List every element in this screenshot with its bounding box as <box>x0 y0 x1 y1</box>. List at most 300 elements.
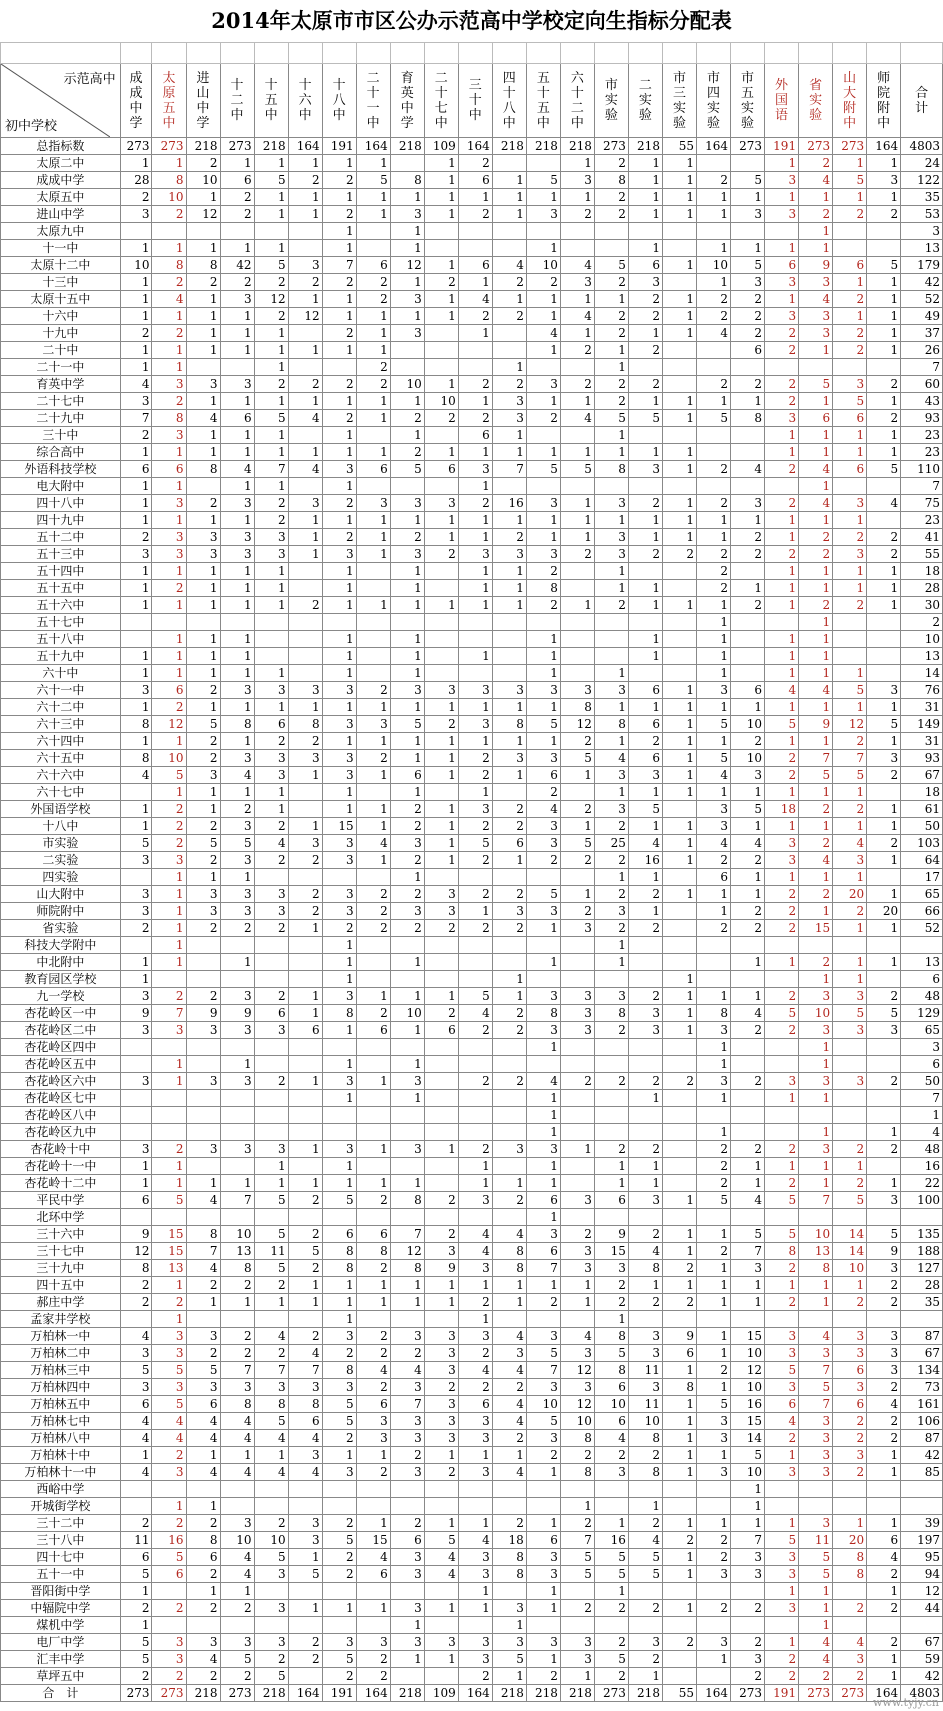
value-cell <box>867 937 901 954</box>
value-cell: 1 <box>120 359 152 376</box>
value-cell: 7 <box>492 461 526 478</box>
value-cell: 4 <box>152 291 186 308</box>
value-cell <box>424 1583 458 1600</box>
value-cell: 3 <box>799 1447 833 1464</box>
value-cell: 1 <box>833 563 867 580</box>
value-cell: 1 <box>120 580 152 597</box>
value-cell: 16 <box>901 1158 943 1175</box>
value-cell: 2 <box>120 1277 152 1294</box>
value-cell <box>356 1617 390 1634</box>
value-cell <box>662 1158 696 1175</box>
school-name-cell: 十八中 <box>1 818 121 835</box>
value-cell: 2 <box>662 546 696 563</box>
school-name-cell: 五十五中 <box>1 580 121 597</box>
value-cell <box>254 223 288 240</box>
school-name-cell: 二十一中 <box>1 359 121 376</box>
value-cell: 6 <box>765 1396 799 1413</box>
value-cell <box>288 937 322 954</box>
value-cell: 2 <box>120 427 152 444</box>
value-cell: 2 <box>254 733 288 750</box>
value-cell: 3 <box>390 903 424 920</box>
value-cell: 2 <box>731 1600 765 1617</box>
value-cell: 1 <box>799 580 833 597</box>
value-cell <box>220 1498 254 1515</box>
value-cell: 1 <box>731 869 765 886</box>
value-cell: 3 <box>356 1430 390 1447</box>
value-cell: 5 <box>594 1566 628 1583</box>
value-cell: 5 <box>186 716 220 733</box>
value-cell: 1 <box>492 699 526 716</box>
value-cell: 2 <box>731 1073 765 1090</box>
table-row <box>1 1430 943 1447</box>
value-cell: 1 <box>696 699 730 716</box>
table-row <box>1 1158 943 1175</box>
column-header-label: 十六中 <box>298 78 312 123</box>
value-cell: 20 <box>833 886 867 903</box>
value-cell: 8 <box>186 1532 220 1549</box>
value-cell: 2 <box>628 376 662 393</box>
value-cell: 1 <box>152 920 186 937</box>
value-cell: 1 <box>765 155 799 172</box>
value-cell: 6 <box>288 1022 322 1039</box>
value-cell: 10 <box>901 631 943 648</box>
value-cell: 7 <box>322 257 356 274</box>
value-cell <box>662 903 696 920</box>
value-cell: 1 <box>492 512 526 529</box>
value-cell: 1 <box>526 954 560 971</box>
value-cell <box>458 359 492 376</box>
value-cell: 1 <box>765 580 799 597</box>
value-cell: 4 <box>731 1005 765 1022</box>
value-cell <box>731 1090 765 1107</box>
value-cell: 2 <box>186 920 220 937</box>
value-cell <box>833 937 867 954</box>
value-cell: 2 <box>356 1651 390 1668</box>
value-cell <box>356 648 390 665</box>
value-cell: 3 <box>526 682 560 699</box>
value-cell <box>186 1124 220 1141</box>
value-cell <box>458 223 492 240</box>
value-cell: 55 <box>901 546 943 563</box>
value-cell: 1 <box>322 1056 356 1073</box>
value-cell: 5 <box>799 1566 833 1583</box>
value-cell: 1 <box>152 937 186 954</box>
value-cell: 1 <box>662 308 696 325</box>
value-cell <box>458 954 492 971</box>
value-cell: 5 <box>833 682 867 699</box>
value-cell <box>424 1073 458 1090</box>
value-cell <box>492 1498 526 1515</box>
value-cell <box>560 240 594 257</box>
value-cell <box>356 614 390 631</box>
value-cell: 2 <box>765 886 799 903</box>
value-cell: 3 <box>152 546 186 563</box>
value-cell: 2 <box>833 1294 867 1311</box>
value-cell: 1 <box>696 648 730 665</box>
value-cell: 87 <box>901 1328 943 1345</box>
value-cell: 164 <box>288 1685 322 1702</box>
value-cell: 1 <box>696 1124 730 1141</box>
value-cell: 1 <box>526 1209 560 1226</box>
value-cell <box>458 614 492 631</box>
value-cell: 2 <box>492 1073 526 1090</box>
school-name-cell: 中辐院中学 <box>1 1600 121 1617</box>
value-cell: 1 <box>594 563 628 580</box>
value-cell: 2 <box>731 1668 765 1685</box>
value-cell <box>390 1668 424 1685</box>
value-cell <box>186 1107 220 1124</box>
value-cell: 218 <box>390 138 424 155</box>
value-cell: 1 <box>662 1566 696 1583</box>
value-cell: 1 <box>424 733 458 750</box>
value-cell: 3 <box>322 1073 356 1090</box>
value-cell <box>560 1107 594 1124</box>
value-cell: 3 <box>628 274 662 291</box>
value-cell: 1 <box>220 325 254 342</box>
value-cell: 2 <box>696 546 730 563</box>
school-name-cell: 科技大学附中 <box>1 937 121 954</box>
value-cell: 2 <box>867 767 901 784</box>
value-cell: 1 <box>662 716 696 733</box>
value-cell: 2 <box>390 920 424 937</box>
value-cell: 2 <box>765 767 799 784</box>
value-cell: 7 <box>901 478 943 495</box>
value-cell: 35 <box>901 189 943 206</box>
value-cell: 6 <box>458 172 492 189</box>
value-cell <box>322 1583 356 1600</box>
value-cell <box>390 1481 424 1498</box>
value-cell: 1 <box>424 444 458 461</box>
value-cell: 5 <box>799 1379 833 1396</box>
value-cell: 191 <box>765 1685 799 1702</box>
value-cell <box>526 155 560 172</box>
value-cell: 12 <box>833 716 867 733</box>
school-name-cell: 中北附中 <box>1 954 121 971</box>
value-cell: 5 <box>799 1549 833 1566</box>
value-cell <box>424 1158 458 1175</box>
value-cell: 2 <box>424 1226 458 1243</box>
value-cell: 4 <box>799 461 833 478</box>
value-cell: 2 <box>833 903 867 920</box>
value-cell: 2 <box>799 529 833 546</box>
value-cell: 1 <box>628 1175 662 1192</box>
value-cell: 1 <box>186 648 220 665</box>
value-cell <box>662 1481 696 1498</box>
value-cell: 1 <box>120 1158 152 1175</box>
column-header-label: 市三实验 <box>672 70 686 131</box>
value-cell <box>560 223 594 240</box>
value-cell <box>424 1617 458 1634</box>
value-cell <box>424 954 458 971</box>
column-header-label: 二十七中 <box>434 70 448 131</box>
value-cell: 5 <box>696 1192 730 1209</box>
value-cell <box>696 223 730 240</box>
value-cell <box>833 1039 867 1056</box>
value-cell <box>390 155 424 172</box>
table-row <box>1 1056 943 1073</box>
value-cell: 5 <box>254 1549 288 1566</box>
value-cell: 1 <box>560 155 594 172</box>
value-cell: 1 <box>186 1294 220 1311</box>
column-header <box>696 64 730 138</box>
value-cell: 3 <box>492 1600 526 1617</box>
value-cell: 1 <box>765 869 799 886</box>
value-cell: 4 <box>186 1430 220 1447</box>
value-cell: 100 <box>901 1192 943 1209</box>
value-cell <box>254 631 288 648</box>
school-name-cell: 万柏林十中 <box>1 1447 121 1464</box>
value-cell: 8 <box>560 699 594 716</box>
value-cell: 1 <box>799 818 833 835</box>
value-cell <box>662 1668 696 1685</box>
value-cell: 1 <box>152 478 186 495</box>
value-cell: 3 <box>288 750 322 767</box>
value-cell: 30 <box>901 597 943 614</box>
value-cell: 7 <box>799 1192 833 1209</box>
value-cell: 2 <box>560 342 594 359</box>
value-cell <box>152 1124 186 1141</box>
value-cell: 2 <box>254 512 288 529</box>
value-cell: 4 <box>799 291 833 308</box>
value-cell <box>322 1481 356 1498</box>
value-cell: 7 <box>731 1532 765 1549</box>
value-cell <box>696 444 730 461</box>
value-cell: 2 <box>356 274 390 291</box>
value-cell: 4 <box>492 1362 526 1379</box>
value-cell: 2 <box>152 988 186 1005</box>
value-cell <box>356 784 390 801</box>
value-cell <box>186 1158 220 1175</box>
value-cell: 10 <box>799 1005 833 1022</box>
column-header <box>901 64 943 138</box>
value-cell: 2 <box>186 155 220 172</box>
value-cell <box>594 648 628 665</box>
table-row <box>1 1396 943 1413</box>
value-cell: 13 <box>220 1243 254 1260</box>
value-cell: 3 <box>458 1566 492 1583</box>
value-cell: 1 <box>628 206 662 223</box>
value-cell: 2 <box>120 1600 152 1617</box>
value-cell: 3 <box>288 682 322 699</box>
value-cell <box>696 954 730 971</box>
value-cell: 1 <box>492 1277 526 1294</box>
value-cell: 3 <box>867 682 901 699</box>
value-cell: 1 <box>662 733 696 750</box>
table-row <box>1 1090 943 1107</box>
table-row <box>1 1481 943 1498</box>
value-cell: 1 <box>492 852 526 869</box>
value-cell: 3 <box>186 546 220 563</box>
value-cell: 1 <box>322 223 356 240</box>
value-cell: 3 <box>594 988 628 1005</box>
value-cell: 2 <box>765 1668 799 1685</box>
value-cell: 1 <box>560 1277 594 1294</box>
value-cell: 1 <box>356 189 390 206</box>
value-cell: 10 <box>220 1532 254 1549</box>
table-row <box>1 291 943 308</box>
value-cell: 1 <box>120 512 152 529</box>
value-cell: 2 <box>731 597 765 614</box>
value-cell: 8 <box>492 716 526 733</box>
value-cell: 3 <box>424 682 458 699</box>
value-cell: 1 <box>867 155 901 172</box>
value-cell: 3 <box>220 1379 254 1396</box>
value-cell: 4 <box>458 1243 492 1260</box>
value-cell <box>628 1583 662 1600</box>
value-cell: 2 <box>526 1447 560 1464</box>
value-cell: 1 <box>458 1447 492 1464</box>
value-cell <box>288 1481 322 1498</box>
value-cell: 3 <box>731 274 765 291</box>
value-cell: 3 <box>526 750 560 767</box>
value-cell: 3 <box>220 682 254 699</box>
value-cell: 5 <box>833 1192 867 1209</box>
value-cell <box>526 478 560 495</box>
value-cell: 55 <box>662 1685 696 1702</box>
value-cell: 1 <box>867 308 901 325</box>
value-cell <box>458 1498 492 1515</box>
value-cell: 2 <box>799 954 833 971</box>
value-cell <box>765 1056 799 1073</box>
value-cell: 2 <box>120 1515 152 1532</box>
value-cell: 60 <box>901 376 943 393</box>
value-cell: 3 <box>628 1379 662 1396</box>
value-cell: 1 <box>288 512 322 529</box>
table-row <box>1 189 943 206</box>
table-row <box>1 818 943 835</box>
value-cell: 1 <box>731 1498 765 1515</box>
value-cell <box>628 1617 662 1634</box>
column-header <box>254 64 288 138</box>
value-cell: 6 <box>390 1532 424 1549</box>
school-name-cell: 十三中 <box>1 274 121 291</box>
value-cell: 2 <box>152 699 186 716</box>
value-cell: 3 <box>322 682 356 699</box>
value-cell: 273 <box>833 138 867 155</box>
column-header-label: 六十二中 <box>570 70 584 131</box>
value-cell: 3 <box>322 1634 356 1651</box>
value-cell: 5 <box>254 1226 288 1243</box>
value-cell <box>356 1090 390 1107</box>
value-cell: 8 <box>765 1243 799 1260</box>
table-row <box>1 308 943 325</box>
value-cell: 3 <box>152 529 186 546</box>
value-cell: 7 <box>901 359 943 376</box>
value-cell <box>560 869 594 886</box>
value-cell: 2 <box>662 1634 696 1651</box>
value-cell <box>833 240 867 257</box>
value-cell: 3 <box>765 1345 799 1362</box>
value-cell: 10 <box>390 376 424 393</box>
value-cell: 7 <box>526 1362 560 1379</box>
value-cell: 4 <box>152 1430 186 1447</box>
value-cell: 2 <box>628 495 662 512</box>
table-row <box>1 1226 943 1243</box>
value-cell: 2 <box>458 495 492 512</box>
spacer-cell <box>901 43 943 64</box>
value-cell: 2 <box>799 155 833 172</box>
value-cell <box>833 1481 867 1498</box>
value-cell: 2 <box>492 308 526 325</box>
value-cell: 4 <box>731 461 765 478</box>
value-cell: 4 <box>731 1192 765 1209</box>
value-cell: 2 <box>526 597 560 614</box>
value-cell: 6 <box>833 1396 867 1413</box>
value-cell: 24 <box>901 155 943 172</box>
value-cell: 4 <box>628 835 662 852</box>
column-header-label: 省实验 <box>809 78 823 123</box>
value-cell: 2 <box>696 376 730 393</box>
value-cell: 1 <box>696 1226 730 1243</box>
value-cell: 1 <box>765 1090 799 1107</box>
school-name-cell: 杏花岭区九中 <box>1 1124 121 1141</box>
value-cell: 1 <box>322 240 356 257</box>
value-cell: 1 <box>356 1277 390 1294</box>
value-cell: 3 <box>120 1022 152 1039</box>
value-cell: 4 <box>526 801 560 818</box>
value-cell: 6 <box>120 1192 152 1209</box>
value-cell: 3 <box>594 1464 628 1481</box>
value-cell: 3 <box>799 1073 833 1090</box>
value-cell: 2 <box>628 886 662 903</box>
value-cell: 28 <box>120 172 152 189</box>
value-cell: 1 <box>390 733 424 750</box>
value-cell: 1 <box>799 733 833 750</box>
value-cell: 1 <box>288 988 322 1005</box>
school-name-cell: 六十六中 <box>1 767 121 784</box>
value-cell <box>254 648 288 665</box>
value-cell: 2 <box>492 886 526 903</box>
value-cell: 2 <box>424 546 458 563</box>
value-cell: 1 <box>560 291 594 308</box>
value-cell <box>696 1668 730 1685</box>
value-cell: 2 <box>560 376 594 393</box>
value-cell: 4 <box>288 461 322 478</box>
value-cell <box>662 342 696 359</box>
value-cell: 3 <box>765 308 799 325</box>
value-cell: 2 <box>662 1532 696 1549</box>
value-cell: 1 <box>526 1464 560 1481</box>
value-cell <box>560 427 594 444</box>
value-cell: 5 <box>560 1566 594 1583</box>
value-cell: 3 <box>322 835 356 852</box>
value-cell <box>594 1617 628 1634</box>
value-cell <box>560 1039 594 1056</box>
value-cell: 4 <box>424 1549 458 1566</box>
value-cell: 1 <box>288 818 322 835</box>
value-cell: 1 <box>696 393 730 410</box>
school-name-cell: 三十中 <box>1 427 121 444</box>
value-cell <box>186 954 220 971</box>
value-cell: 5 <box>765 1192 799 1209</box>
value-cell <box>560 631 594 648</box>
value-cell: 1 <box>731 954 765 971</box>
value-cell <box>526 869 560 886</box>
spacer-cell <box>492 43 526 64</box>
value-cell: 1 <box>424 1447 458 1464</box>
value-cell: 2 <box>765 342 799 359</box>
value-cell: 8 <box>186 461 220 478</box>
value-cell: 2 <box>120 1294 152 1311</box>
value-cell: 3 <box>254 1022 288 1039</box>
value-cell: 2 <box>594 1022 628 1039</box>
table-row <box>1 750 943 767</box>
value-cell: 1 <box>186 869 220 886</box>
value-cell: 1 <box>322 444 356 461</box>
value-cell: 3 <box>254 886 288 903</box>
value-cell <box>220 1311 254 1328</box>
value-cell: 4 <box>799 1634 833 1651</box>
